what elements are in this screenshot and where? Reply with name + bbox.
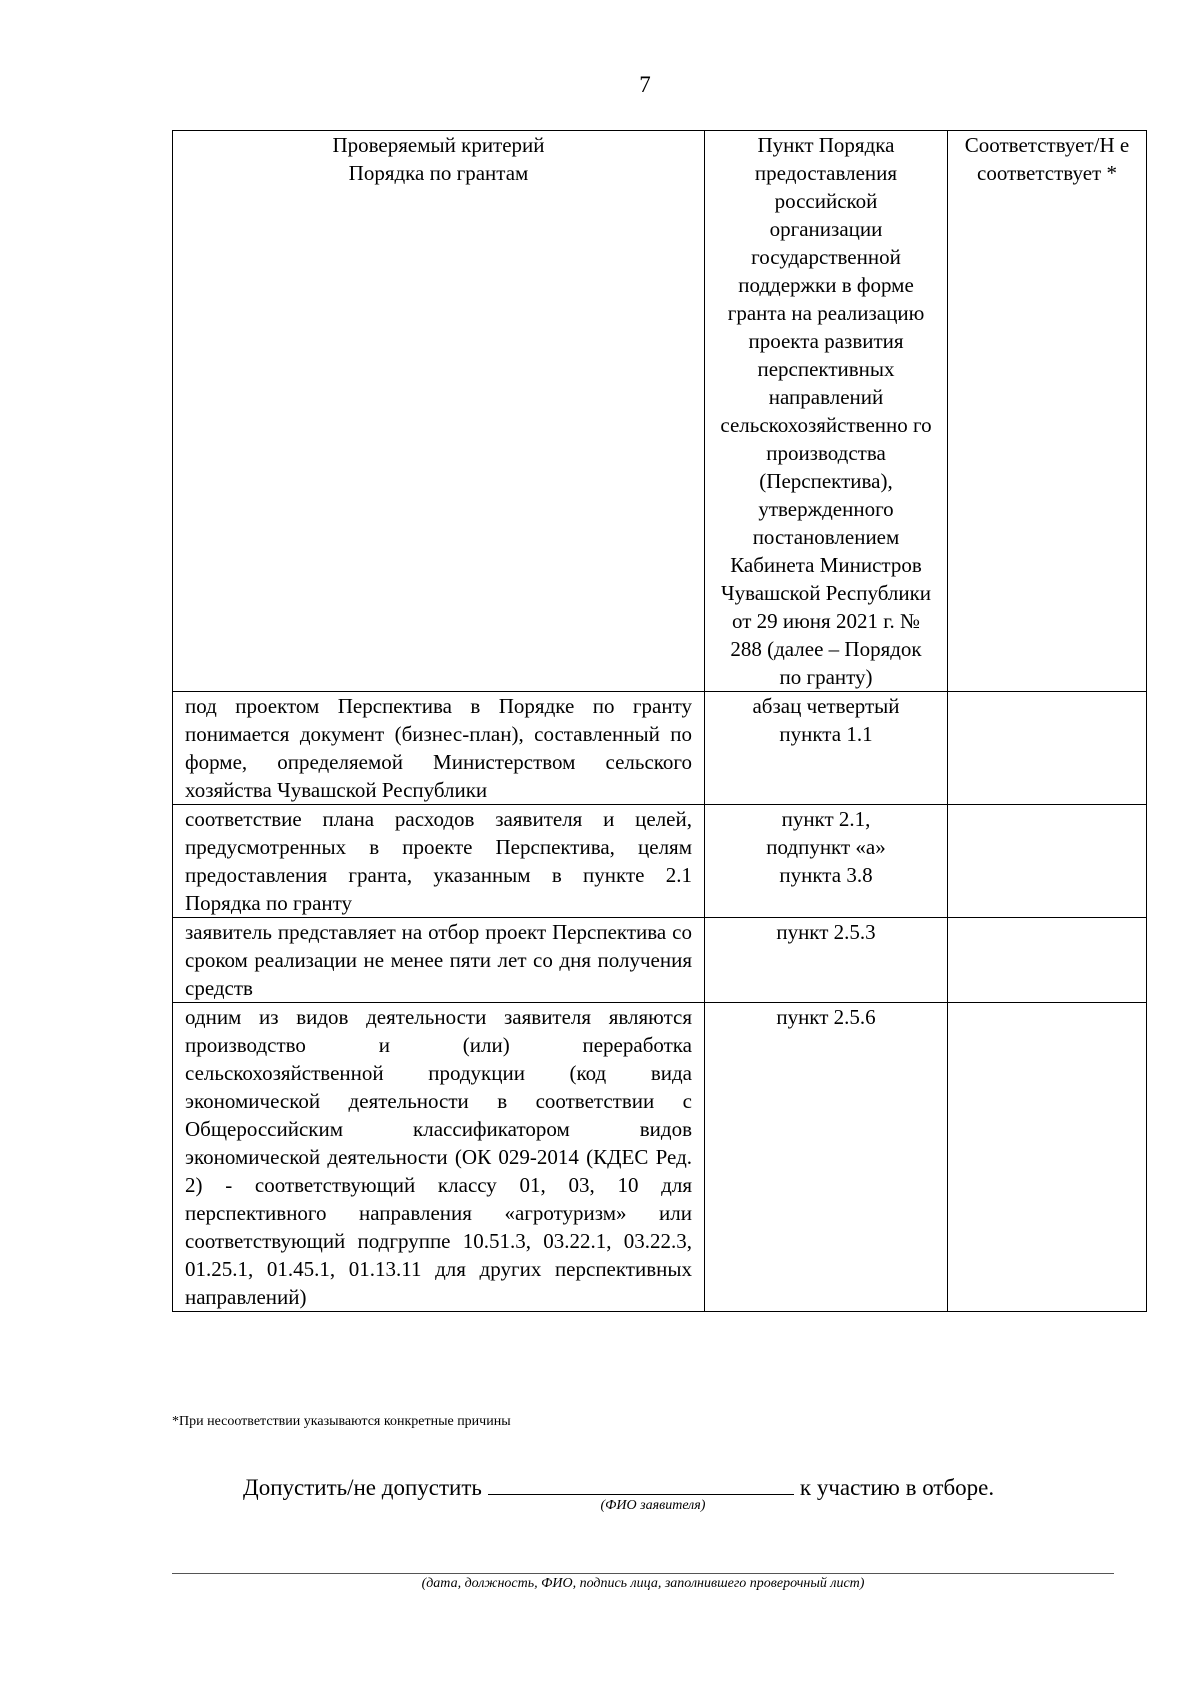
point-line: пункт 2.5.3 [776,920,876,944]
compliance-cell[interactable] [948,918,1147,1003]
header-compliance: Соответствует/Н е соответствует * [948,131,1147,692]
compliance-cell[interactable] [948,805,1147,918]
compliance-cell[interactable] [948,692,1147,805]
criterion-cell: заявитель представляет на отбор проект Перспектива со сроком реализации не менее пяти лет со дня получения средств [173,918,705,1003]
table-row [173,918,1147,1003]
applicant-name-caption: (ФИО заявителя) [600,1498,706,1513]
criteria-table [172,130,1147,1312]
criterion-cell: соответствие плана расходов заявителя и целей, предусмотренных в проекте Перспектива, целям предоставления гранта, указанным в пункте 2.1 Порядка по гранту [173,805,705,918]
criterion-cell: одним из видов деятельности заявителя являются производство и (или) переработка сельскохозяйственной продукции (код вида экономической деятельности в соответствии с Общероссийским классификатором видов экономической деятельности (ОК 029-2014 (КДЕС Ред. 2) - соответствующий классу 01, 03, 10 для перспективного направления «агротуризм» или соответствующий подгруппе 10.51.3, 03.22.1, 03.22.3, 01.25.1, 01.45.1, 01.13.11 для других перспективных направлений) [173,1003,705,1312]
header-criterion [173,131,705,692]
point-line: пункт 2.5.6 [776,1005,876,1029]
admission-line [243,1474,994,1501]
table-row [173,692,1147,805]
table-header-row [173,131,1147,692]
point-line: абзац четвертый [752,694,900,718]
admission-suffix: к участию в отборе. [799,1475,995,1500]
point-line: пункта 1.1 [779,722,873,746]
page-number: 7 [639,72,651,97]
point-line: подпункт «а» [766,835,886,859]
header-criterion-line1: Проверяемый критерий [332,133,545,157]
footnote: *При несоответствии указываются конкретные причины [172,1414,511,1429]
point-cell [705,1003,948,1312]
point-cell [705,918,948,1003]
applicant-name-field[interactable] [488,1474,794,1495]
table-row [173,1003,1147,1312]
criterion-cell: под проектом Перспектива в Порядке по гранту понимается документ (бизнес-план), составленный по форме, определяемой Министерством сельского хозяйства Чувашской Республики [173,692,705,805]
signature-caption: (дата, должность, ФИО, подпись лица, заполнившего проверочный лист) [421,1576,865,1591]
point-cell [705,805,948,918]
header-point: Пункт Порядка предоставления российской организации государственной поддержки в форме гранта на реализацию проекта развития перспективных направлений сельскохозяйственно го производства (Перспектива), утвержденного постановлением Кабинета Министров Чувашской Республики от 29 июня 2021 г. № 288 (далее – Порядок по гранту) [705,131,948,692]
compliance-cell[interactable] [948,1003,1147,1312]
point-cell [705,692,948,805]
admission-prefix: Допустить/не допустить [243,1475,482,1500]
point-line: пункт 2.1, [781,807,871,831]
point-line: пункта 3.8 [779,863,873,887]
signature-line[interactable] [172,1573,1114,1574]
header-criterion-line2: Порядка по грантам [348,161,529,185]
table-row [173,805,1147,918]
